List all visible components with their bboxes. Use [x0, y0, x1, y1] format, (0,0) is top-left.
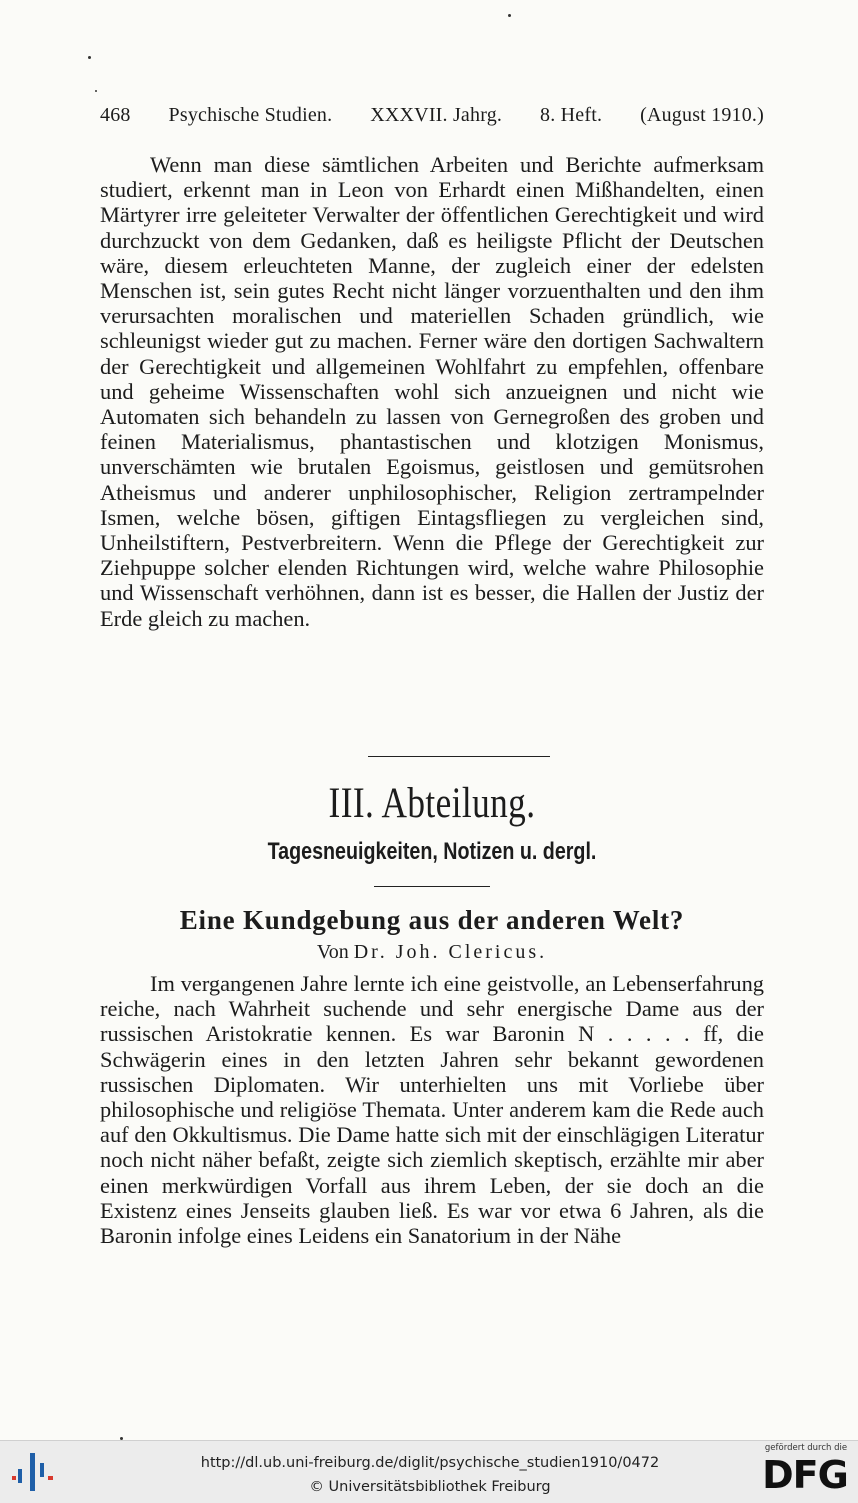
- journal-title: Psychische Studien.: [168, 104, 333, 126]
- body-text-top: [100, 152, 764, 631]
- article-byline: [100, 940, 764, 964]
- section-subtitle: Tagesneuigkeiten, Notizen u. dergl.: [267, 838, 597, 865]
- volume-label: XXXVII. Jahrg.: [370, 104, 503, 126]
- separator-rule: [368, 756, 550, 757]
- library-logo-icon: [10, 1449, 56, 1495]
- source-url-link[interactable]: http://dl.ub.uni-freiburg.de/diglit/psychische_studien1910/0472: [200, 1455, 660, 1471]
- dfg-caption: gefördert durch die: [764, 1443, 848, 1453]
- byline-author: Dr. Joh. Clericus.: [353, 941, 548, 963]
- section-title: III. Abteilung.: [328, 780, 536, 827]
- paragraph: Im vergangenen Jahre lernte ich eine geistvolle, an Lebenserfahrung reiche, nach Wahrheit suchende und sehr energische Dame aus der russischen Aristokratie kennen. Es war Baronin N . . . . . ff, die Schwägerin eines in den letzten Jahren sehr bekannt gewordenen russischen Diplomaten. Wir unterhielten uns mit Vorliebe über philosophische und religiöse Themata. Unter anderem kam die Rede auch auf den Okkultismus. Die Dame hatte sich mit der einschlägigen Literatur noch nicht näher befaßt, zeigte sich ziemlich skeptisch, erzählte mir aber einen merkwürdigen Vorfall aus ihrem Leben, der sie doch an die Existenz eines Jenseits glauben ließ. Es war vor etwa 6 Jahren, als die Baronin infolge eines Leidens ein Sanatorium in der Nähe: [100, 971, 764, 1249]
- scan-speck: [95, 90, 97, 92]
- scan-speck: [508, 14, 511, 17]
- scan-speck: [88, 56, 91, 59]
- byline-prefix: Von: [316, 941, 349, 963]
- separator-rule: [374, 886, 490, 887]
- viewer-footer: [0, 1440, 858, 1503]
- running-head: [100, 104, 764, 127]
- dfg-logo: DFG: [762, 1453, 848, 1497]
- copyright-notice: © Universitätsbibliothek Freiburg: [309, 1479, 551, 1495]
- issue-label: 8. Heft.: [540, 104, 603, 126]
- issue-date: (August 1910.): [640, 104, 764, 126]
- paragraph: Wenn man diese sämtlichen Arbeiten und Berichte aufmerksam studiert, erkennt man in Leon von Erhardt einen Mißhandelten, einen Märtyrer irre geleiteter Verwalter der öffentlichen Gerechtigkeit und wird durchzuckt von dem Gedanken, daß es heiligste Pflicht der Deutschen wäre, diesem erleuchteten Manne, der zugleich einer der edelsten Menschen ist, sein gutes Recht nicht länger vorzuenthalten und den ihm verursachten moralischen und materiellen Schaden gründlich, wie schleunigst wieder gut zu machen. Ferner wäre den dortigen Sachwaltern der Gerechtigkeit und allgemeinen Wohlfahrt zu empfehlen, offenbare und geheime Wissenschaften wohl sich anzueignen und nicht wie Automaten sich behandeln zu lassen von Gernegroßen des groben und feinen Materialismus, phantastischen und klotzigen Monismus, unverschämten wie brutalen Egoismus, geistlosen und gemütsrohen Atheismus und anderer unphilosophischer, Religion zertrampelnder Ismen, welche bösen, giftigen Eintagsfliegen zu vergleichen sind, Unheilstiftern, Pestverbreitern. Wenn die Pflege der Gerechtigkeit zur Ziehpuppe solcher elenden Richtungen wird, welche wahre Philosophie und Wissenschaft verhöhnen, dann ist es besser, die Hallen der Justiz der Erde gleich zu machen.: [100, 152, 764, 631]
- page-number: 468: [100, 104, 131, 126]
- article-title: Eine Kundgebung aus der anderen Welt?: [179, 905, 685, 935]
- body-text-article: [100, 971, 764, 1248]
